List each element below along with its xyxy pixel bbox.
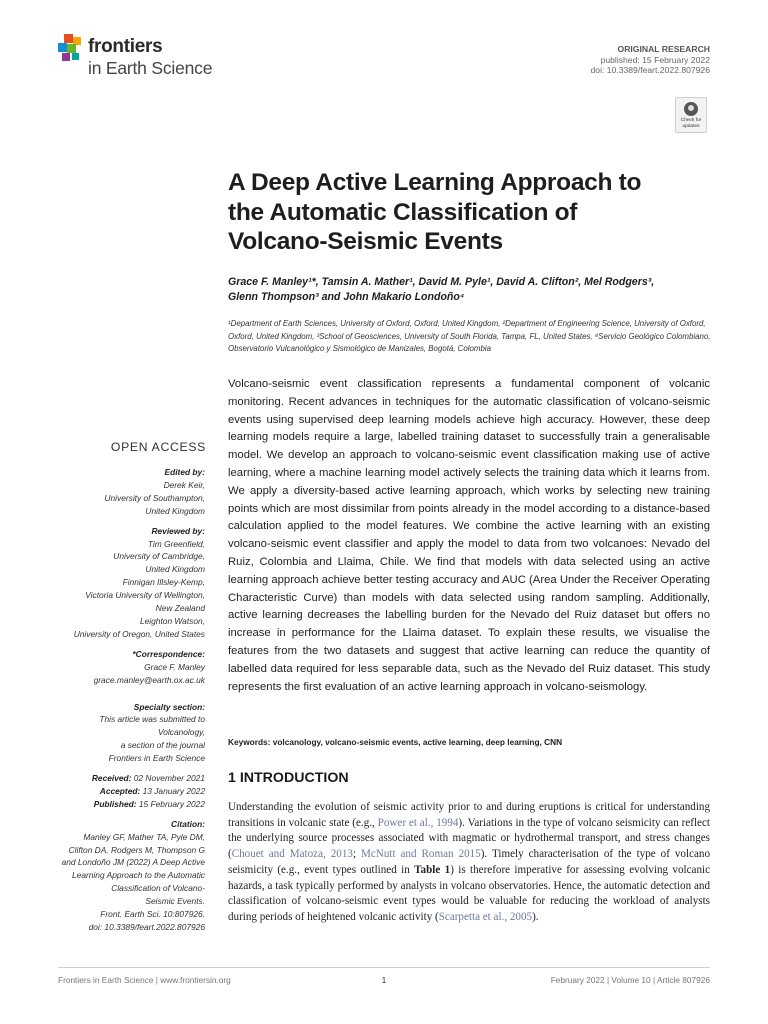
citation-line: Front. Earth Sci. 10:807926. xyxy=(100,909,205,920)
published-date-sidebar: 15 February 2022 xyxy=(138,798,205,809)
published-label: Published: xyxy=(93,798,137,809)
specialty-line: Frontiers in Earth Science xyxy=(108,753,205,764)
editor-line: University of Southampton, xyxy=(104,492,205,503)
reviewer-line: Victoria University of Wellington, xyxy=(85,590,205,601)
citation-label: Citation: xyxy=(171,818,205,829)
intro-text: ). Variations in the type of volcano seismicity can reflect the underlying source processes associated with magmatic or hydrothermal transport, and stress changes ( xyxy=(228,816,710,861)
specialty-line: Volcanology, xyxy=(157,727,205,738)
introduction-paragraph xyxy=(228,800,710,926)
reviewer-line: Leighton Watson, xyxy=(139,615,205,626)
title-line: the Automatic Classification of xyxy=(228,198,578,226)
specialty-label: Specialty section: xyxy=(133,701,205,712)
citation-link[interactable]: McNutt and Roman 2015 xyxy=(361,848,481,861)
reviewed-by-label: Reviewed by: xyxy=(151,525,205,536)
check-updates-label: Check for updates xyxy=(680,118,702,129)
accepted-label: Accepted: xyxy=(99,785,141,796)
intro-text: ) is therefore imperative for assessing evolving volcanic hazards, a task typically performed by analysts in volcano observatories. Hence, the automatic detection and classification of volcano-seismic event types would be valuable for reducing the workload of analysts during periods of heightened volcanic activity ( xyxy=(228,863,710,923)
article-meta xyxy=(591,44,710,76)
reviewer-line: Finnigan Illsley-Kemp, xyxy=(122,577,205,588)
citation-line: and Londoño JM (2022) A Deep Active xyxy=(61,857,205,868)
reviewer-line: United Kingdom xyxy=(145,564,205,575)
footer-issue-info: February 2022 | Volume 10 | Article 807926 xyxy=(550,975,710,985)
table-reference-link[interactable]: Table 1 xyxy=(414,863,451,876)
journal-name: in Earth Science xyxy=(88,58,213,78)
reviewer-line: Tim Greenfield, xyxy=(147,538,205,549)
section-heading-introduction: 1 INTRODUCTION xyxy=(228,770,349,786)
keywords: Keywords: volcanology, volcano-seismic events, active learning, deep learning, CNN xyxy=(228,737,563,747)
specialty-line: This article was submitted to xyxy=(99,714,205,725)
abstract: Volcano-seismic event classification represents a fundamental component of volcanic monitoring. Recent advances in techniques for the automatic classification of volcano-seismic events using supervised deep learning models achieve high accuracy. However, these deep learning models require a large, labelled training dataset to successfully train a generalisable model. We develop an approach to volcano-seismic event classification making use of active learning, where a machine learning model actively selects the training data which it learns from. We apply a diversity-based active learning approach, which works by selecting new training points which are most dissimilar from points already in the model according to a distance-based calculation applied to the model features. We combine the active learning with an existing volcano-seismic event classifier and apply the model to data from two volcanoes: Nevado del Ruiz, Colombia and Llaima, Chile. We find that models with data selected using an active learning approach achieve better testing accuracy and AUC (Area Under the Receiver Operating Characteristic Curve) than models with data selected using random sampling. Additionally, active learning decreases the labelling burden for the Nevado del Ruiz dataset but offers no increase in performance for the Llaima dataset. To explain these results, we visualise the features from the two datasets and suggest that active learning can reduce the quantity of labelled data required for less separable data, such as the Nevado del Ruiz dataset. This study represents the first evaluation of an active learning approach in volcano-seismology. xyxy=(228,378,710,693)
intro-text: Understanding the evolution of seismic activity prior to and during eruptions is critical for understanding transitions in volcanic state (e.g., xyxy=(228,801,710,829)
received-date: 02 November 2021 xyxy=(133,773,205,784)
citation-link[interactable]: Scarpetta et al., 2005 xyxy=(438,910,533,923)
reviewer-line: New Zealand xyxy=(155,603,205,614)
intro-text: ). xyxy=(532,910,539,923)
article-doi[interactable]: doi: 10.3389/feart.2022.807926 xyxy=(590,65,710,75)
citation-line: Seismic Events. xyxy=(145,896,205,907)
citation-line: Classification of Volcano- xyxy=(111,883,205,894)
page-number: 1 xyxy=(381,975,387,985)
citation-line: Learning Approach to the Automatic xyxy=(72,870,205,881)
title-line: Volcano-Seismic Events xyxy=(228,228,503,255)
title-line: A Deep Active Learning Approach to xyxy=(228,169,642,196)
affiliations: ¹Department of Earth Sciences, University of Oxford, Oxford, United Kingdom, ²Department of Engineering Science, University of Oxford, Oxford, United Kingdom, ³School of Geosciences, University of South Florida, Tampa, FL, United States, ⁴Servicio Geológico Colombiano, Observatorio Vulcanológico y Sismológico de Manizales, Bogotá, Colombia xyxy=(228,319,711,353)
article-type: ORIGINAL RESEARCH xyxy=(617,44,710,54)
article-title xyxy=(228,168,728,257)
reviewer-line: University of Cambridge, xyxy=(113,551,205,562)
published-date: published: 15 February 2022 xyxy=(600,54,710,65)
journal-logo xyxy=(58,32,238,84)
intro-text: ; xyxy=(352,848,362,861)
citation-line: Clifton DA, Rodgers M, Thompson G xyxy=(68,844,205,855)
correspondence-name: Grace F. Manley xyxy=(144,661,205,672)
received-label: Received: xyxy=(91,773,132,784)
intro-text: ). Timely characterisation of the type of volcano seismicity (e.g., event types outlined in xyxy=(228,848,710,876)
check-for-updates-button[interactable] xyxy=(675,97,707,133)
open-access-label: OPEN ACCESS xyxy=(110,440,206,454)
correspondence-email[interactable]: grace.manley@earth.ox.ac.uk xyxy=(93,674,205,685)
edited-by-label: Edited by: xyxy=(164,467,205,477)
article-info-sidebar xyxy=(40,466,205,934)
frontiers-logo-icon xyxy=(58,34,84,62)
citation-doi[interactable]: doi: 10.3389/feart.2022.807926 xyxy=(88,922,205,932)
citation-link[interactable]: Chouet and Matoza, 2013 xyxy=(231,848,353,861)
check-updates-icon xyxy=(684,102,698,116)
editor-line: Derek Keir, xyxy=(163,479,205,490)
brand-name: frontiers xyxy=(88,36,163,57)
editor-line: United Kingdom xyxy=(145,505,205,516)
citation-line: Manley GF, Mather TA, Pyle DM, xyxy=(83,831,205,842)
specialty-line: a section of the journal xyxy=(120,740,205,751)
correspondence-label: *Correspondence: xyxy=(132,648,205,659)
authors-line: Glenn Thompson³ and John Makario Londoño⁴ xyxy=(228,291,465,303)
authors-line: Grace F. Manley¹*, Tamsin A. Mather¹, David M. Pyle¹, David A. Clifton², Mel Rodgers³, xyxy=(228,276,655,288)
author-list xyxy=(228,275,718,305)
citation-link[interactable]: Power et al., 1994 xyxy=(377,816,459,829)
footer-divider xyxy=(58,967,710,968)
accepted-date: 13 January 2022 xyxy=(142,785,205,796)
reviewer-line: University of Oregon, United States xyxy=(73,628,205,639)
footer-journal-link[interactable]: Frontiers in Earth Science | www.frontiersin.org xyxy=(58,975,231,985)
